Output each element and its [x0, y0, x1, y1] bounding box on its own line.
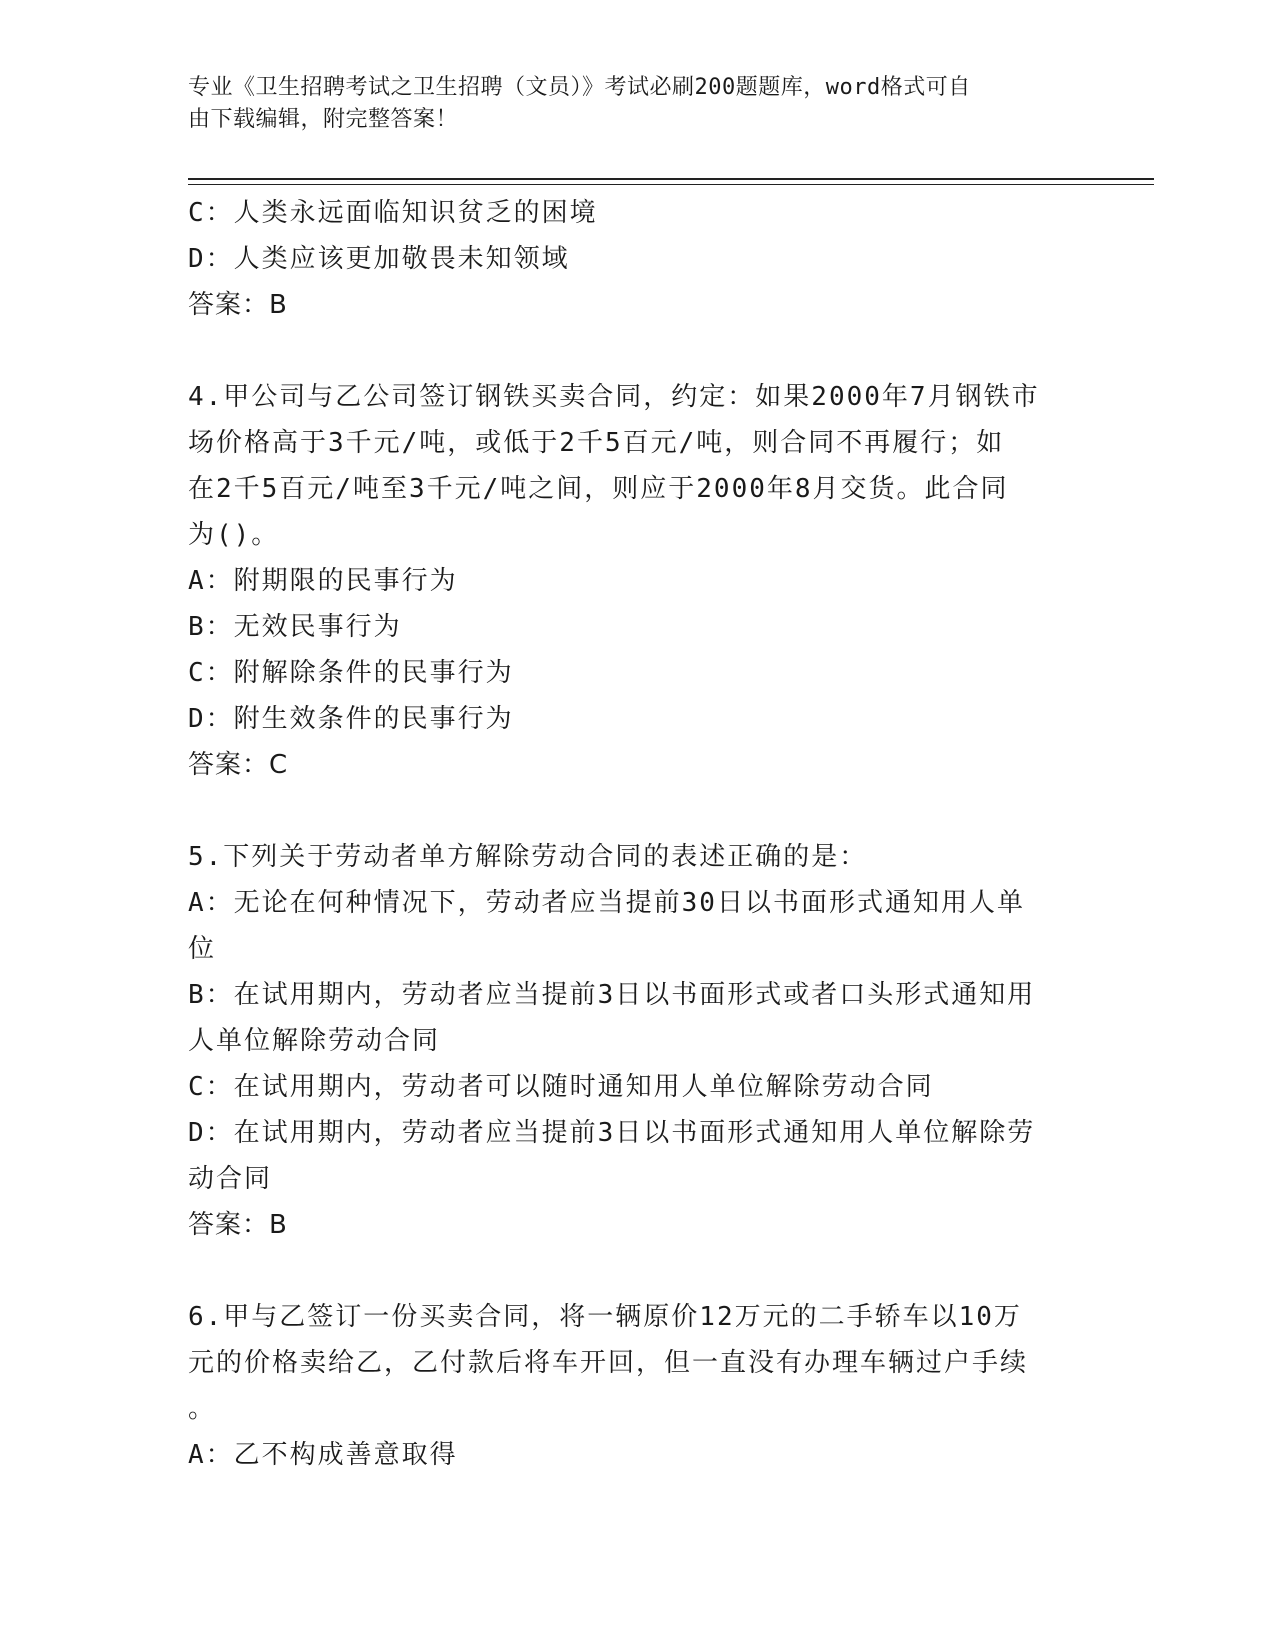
- q4-stem-line-3: 在2千5百元/吨至3千元/吨之间，则应于2000年8月交货。此合同: [188, 474, 1009, 504]
- q4-option-c: C：附解除条件的民事行为: [188, 658, 514, 688]
- document-header: [188, 72, 1068, 136]
- q5-option-c: C：在试用期内，劳动者可以随时通知用人单位解除劳动合同: [188, 1072, 934, 1102]
- q5-option-b-line-1: B：在试用期内，劳动者应当提前3日以书面形式或者口头形式通知用: [188, 980, 1036, 1010]
- q5-option-a-line-1: A：无论在何种情况下，劳动者应当提前30日以书面形式通知用人单: [188, 888, 1025, 918]
- header-title-line-1: 专业《卫生招聘考试之卫生招聘（文员）》考试必刷200题题库，word格式可自: [188, 75, 971, 100]
- q5-answer: 答案：B: [188, 1210, 288, 1240]
- question-6-block: [188, 1294, 1078, 1478]
- q5-option-b-line-2: 人单位解除劳动合同: [188, 1026, 441, 1056]
- q4-option-d: D：附生效条件的民事行为: [188, 704, 514, 734]
- q6-stem-line-2: 元的价格卖给乙，乙付款后将车开回，但一直没有办理车辆过户手续: [188, 1348, 1029, 1378]
- question-5-block: [188, 834, 1078, 1248]
- q6-stem-line-3: 。: [188, 1394, 217, 1424]
- q3-option-c: C：人类永远面临知识贫乏的困境: [188, 198, 598, 228]
- question-4-block: [188, 374, 1078, 788]
- q6-option-a: A：乙不构成善意取得: [188, 1440, 458, 1470]
- q4-stem-line-4: 为()。: [188, 520, 280, 550]
- q5-option-a-line-2: 位: [188, 934, 217, 964]
- q4-option-a: A：附期限的民事行为: [188, 566, 458, 596]
- q5-stem: 5.下列关于劳动者单方解除劳动合同的表述正确的是：: [188, 842, 868, 872]
- q5-option-d-line-1: D：在试用期内，劳动者应当提前3日以书面形式通知用人单位解除劳: [188, 1118, 1036, 1148]
- q4-stem-line-2: 场价格高于3千元/吨，或低于2千5百元/吨，则合同不再履行；如: [188, 428, 1005, 458]
- q5-option-d-line-2: 动合同: [188, 1164, 273, 1194]
- q4-option-b: B：无效民事行为: [188, 612, 402, 642]
- spacer: [188, 328, 1078, 374]
- q4-stem-line-1: 4.甲公司与乙公司签订钢铁买卖合同，约定：如果2000年7月钢铁市: [188, 382, 1040, 412]
- header-divider-thin: [188, 184, 1154, 185]
- header-title-line-2: 由下载编辑，附完整答案！: [188, 107, 459, 132]
- header-divider-thick: [188, 178, 1154, 180]
- q4-answer: 答案：C: [188, 750, 289, 780]
- q6-stem-line-1: 6.甲与乙签订一份买卖合同，将一辆原价12万元的二手轿车以10万: [188, 1302, 1022, 1332]
- q3-option-d: D：人类应该更加敬畏未知领域: [188, 244, 570, 274]
- spacer: [188, 788, 1078, 834]
- q3-answer: 答案：B: [188, 290, 288, 320]
- question-content: [188, 190, 1078, 1478]
- spacer: [188, 1248, 1078, 1294]
- question-3-block: [188, 190, 1078, 328]
